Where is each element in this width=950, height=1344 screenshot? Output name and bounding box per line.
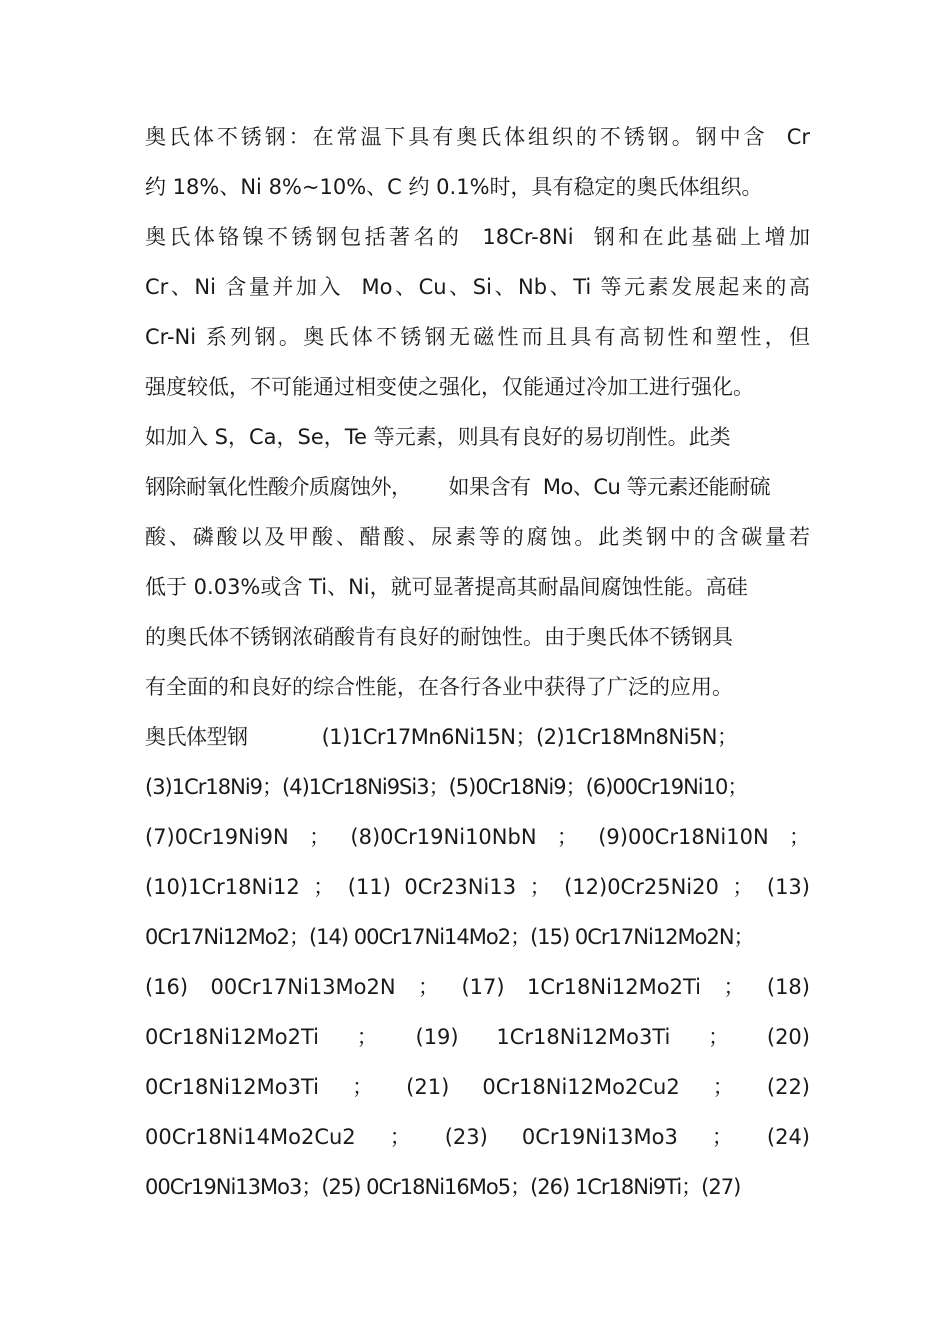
text-line: (10)1Cr18Ni12 ； (11) 0Cr23Ni13 ； (12)0Cr25Ni20 ； (13)	[145, 875, 810, 899]
text-line: 0Cr18Ni12Mo2Ti ； (19) 1Cr18Ni12Mo3Ti ； (20)	[145, 1025, 810, 1049]
text-line: 0Cr18Ni12Mo3Ti ； (21) 0Cr18Ni12Mo2Cu2 ； (22)	[145, 1075, 810, 1099]
text-line: (3)1Cr18Ni9；(4)1Cr18Ni9Si3；(5)0Cr18Ni9；(6)00Cr19Ni10；	[145, 775, 748, 799]
text-line: 强度较低，不可能通过相变使之强化，仅能通过冷加工进行强化。	[145, 375, 754, 399]
text-line: 0Cr17Ni12Mo2；(14) 00Cr17Ni14Mo2；(15) 0Cr17Ni12Mo2N；	[145, 925, 754, 949]
text-line: 00Cr19Ni13Mo3；(25) 0Cr18Ni16Mo5；(26) 1Cr18Ni9Ti；(27)	[145, 1175, 741, 1199]
document-body	[145, 112, 810, 1212]
text-line: 有全面的和良好的综合性能，在各行各业中获得了广泛的应用。	[145, 675, 733, 699]
text-line: (16) 00Cr17Ni13Mo2N ； (17) 1Cr18Ni12Mo2Ti ； (18)	[145, 975, 810, 999]
text-line: 奥氏体铬镍不锈钢包括著名的 18Cr-8Ni 钢和在此基础上增加	[145, 225, 810, 249]
text-line: 酸、磷酸以及甲酸、醋酸、尿素等的腐蚀。此类钢中的含碳量若	[145, 525, 810, 549]
text-line: (7)0Cr19Ni9N ； (8)0Cr19Ni10NbN ； (9)00Cr18Ni10N ；	[145, 825, 810, 849]
text-line: Cr、Ni 含量并加入 Mo、Cu、Si、Nb、Ti 等元素发展起来的高	[145, 275, 810, 299]
text-line: 低于 0.03%或含 Ti、Ni，就可显著提高其耐晶间腐蚀性能。高硅	[145, 575, 748, 599]
text-line: 钢除耐氧化性酸介质腐蚀外， 如果含有 Mo、Cu 等元素还能耐硫	[145, 475, 771, 499]
text-line: 约 18%、Ni 8%~10%、C 约 0.1%时，具有稳定的奥氏体组织。	[145, 175, 763, 199]
text-line: 00Cr18Ni14Mo2Cu2 ； (23) 0Cr19Ni13Mo3 ； (24)	[145, 1125, 810, 1149]
text-line: 奥氏体型钢 (1)1Cr17Mn6Ni15N；(2)1Cr18Mn8Ni5N；	[145, 725, 738, 749]
text-line: 的奥氏体不锈钢浓硝酸肯有良好的耐蚀性。由于奥氏体不锈钢具	[145, 625, 733, 649]
text-line: 奥氏体不锈钢：在常温下具有奥氏体组织的不锈钢。钢中含 Cr	[145, 125, 810, 149]
text-line: 如加入 S，Ca，Se，Te 等元素，则具有良好的易切削性。此类	[145, 425, 731, 449]
text-line: Cr-Ni 系列钢。奥氏体不锈钢无磁性而且具有高韧性和塑性，但	[145, 325, 810, 349]
